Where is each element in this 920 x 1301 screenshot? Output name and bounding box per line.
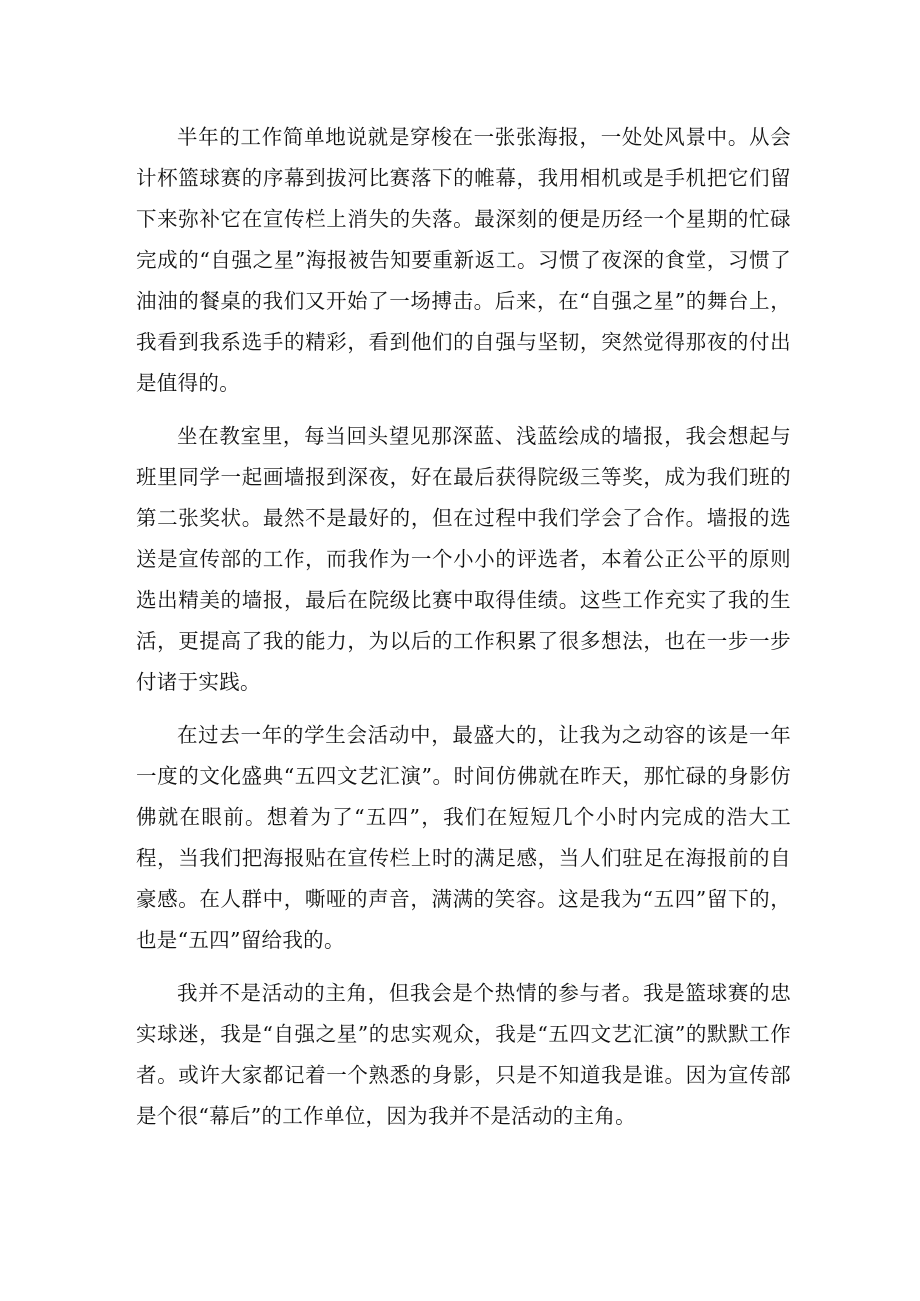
document-body (136, 117, 791, 1137)
paragraph-1: 半年的工作简单地说就是穿梭在一张张海报，一处处风景中。从会计杯篮球赛的序幕到拔河比赛落下的帷幕，我用相机或是手机把它们留下来弥补它在宣传栏上消失的失落。最深刻的便是历经一个星期的忙碌完成的“自强之星”海报被告知要重新返工。习惯了夜深的食堂，习惯了油油的餐桌的我们又开始了一场搏击。后来，在“自强之星”的舞台上，我看到我系选手的精彩，看到他们的自强与坚韧，突然觉得那夜的付出是值得的。 (136, 125, 791, 395)
paragraph-4: 我并不是活动的主角，但我会是个热情的参与者。我是篮球赛的忠实球迷，我是“自强之星”的忠实观众，我是“五四文艺汇演”的默默工作者。或许大家都记着一个熟悉的身影，只是不知道我是谁。因为宣传部是个很“幕后”的工作单位，因为我并不是活动的主角。 (136, 981, 791, 1128)
paragraph-2: 坐在教室里，每当回头望见那深蓝、浅蓝绘成的墙报，我会想起与班里同学一起画墙报到深夜，好在最后获得院级三等奖，成为我们班的第二张奖状。最然不是最好的，但在过程中我们学会了合作。墙报的选送是宣传部的工作，而我作为一个小小的评选者，本着公正公平的原则选出精美的墙报，最后在院级比赛中取得佳绩。这些工作充实了我的生活，更提高了我的能力，为以后的工作积累了很多想法，也在一步一步付诸于实践。 (136, 424, 791, 694)
paragraph-3: 在过去一年的学生会活动中，最盛大的，让我为之动容的该是一年一度的文化盛典“五四文艺汇演”。时间仿佛就在昨天，那忙碌的身影仿佛就在眼前。想着为了“五四”，我们在短短几个小时内完成的浩大工程，当我们把海报贴在宣传栏上时的满足感，当人们驻足在海报前的自豪感。在人群中，嘶哑的声音，满满的笑容。这是我为“五四”留下的，也是“五四”留给我的。 (136, 723, 791, 952)
